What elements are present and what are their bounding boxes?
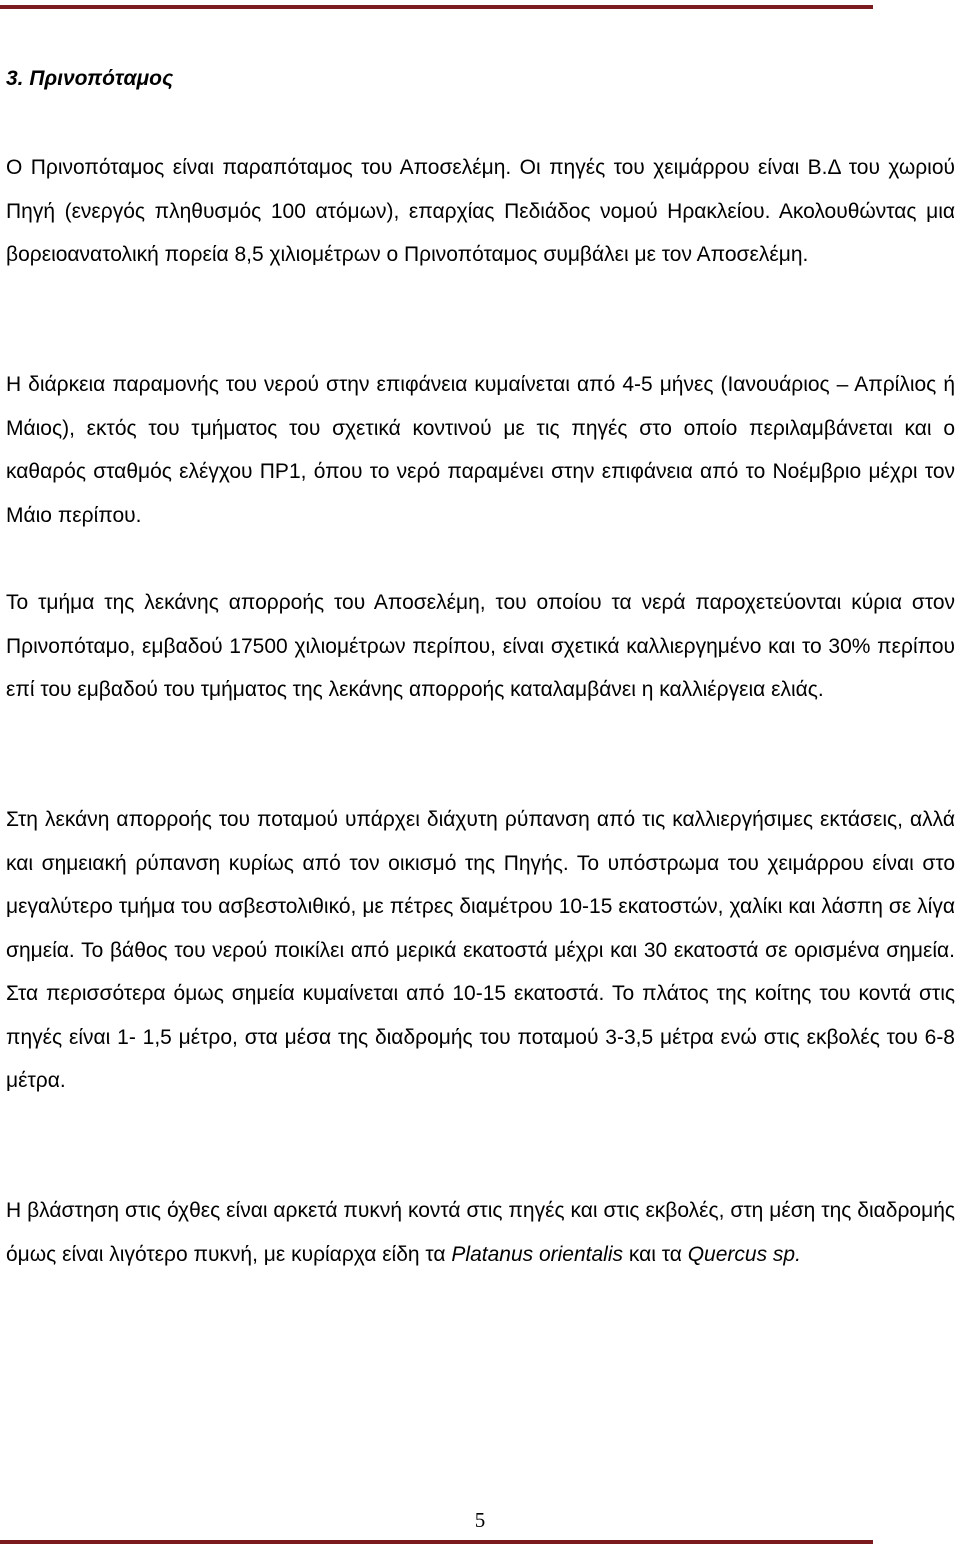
- species-quercus: Quercus sp.: [687, 1242, 801, 1266]
- section-heading: 3. Πρινοπόταμος: [6, 67, 174, 90]
- bottom-rule: [0, 1540, 873, 1544]
- paragraph-overview: Ο Πρινοπόταμος είναι παραπόταμος του Αποσελέμη. Οι πηγές του χειμάρρου είναι Β.Δ του χωριού Πηγή (ενεργός πληθυσμός 100 ατόμων), επαρχίας Πεδιάδος νομού Ηρακλείου. Ακολουθώντας μια βορειοανατολική πορεία 8,5 χιλιομέτρων ο Πρινοπόταμος συμβάλει με τον Αποσελέμη.: [6, 156, 955, 266]
- vegetation-text-start: Η βλάστηση στις όχθες είναι αρκετά πυκνή κοντά στις πηγές και στις εκβολές, στη μέση της διαδρομής όμως είναι λιγότερο πυκνή, με κυρίαρχα είδη τα: [6, 1199, 955, 1266]
- paragraph-water-duration: Η διάρκεια παραμονής του νερού στην επιφάνεια κυμαίνεται από 4-5 μήνες (Ιανουάριος – Απρίλιος ή Μάιος), εκτός του τμήματος του σχετικά κοντινού με τις πηγές στο οποίο περιλαμβάνεται και ο καθαρός σταθμός ελέγχου ΠΡ1, όπου το νερό παραμένει στην επιφάνεια από το Νοέμβριο μέχρι τον Μάιο περίπου.: [6, 373, 955, 527]
- page-number: 5: [474, 1508, 486, 1532]
- paragraph-vegetation: [6, 1189, 955, 1276]
- top-rule: [0, 5, 873, 9]
- paragraph-pollution-substrate: Στη λεκάνη απορροής του ποταμού υπάρχει διάχυτη ρύπανση από τις καλλιεργήσιμες εκτάσεις, αλλά και σημειακή ρύπανση κυρίως από τον οικισμό της Πηγής. Το υπόστρωμα του χειμάρρου είναι στο μεγαλύτερο τμήμα του ασβεστολιθικό, με πέτρες διαμέτρου 10-15 εκατοστών, χαλίκι και λάσπη σε λίγα σημεία. Το βάθος του νερού ποικίλει από μερικά εκατοστά μέχρι και 30 εκατοστά σε ορισμένα σημεία. Στα περισσότερα όμως σημεία κυμαίνεται από 10-15 εκατοστά. Το πλάτος της κοίτης του κοντά στις πηγές είναι 1- 1,5 μέτρο, στα μέσα της διαδρομής του ποταμού 3-3,5 μέτρα ενώ στις εκβολές του 6-8 μέτρα.: [6, 808, 955, 1092]
- paragraph-drainage-basin: Το τμήμα της λεκάνης απορροής του Αποσελέμη, του οποίου τα νερά παροχετεύονται κύρια στον Πρινοπόταμο, εμβαδού 17500 χιλιομέτρων περίπου, είναι σχετικά καλλιεργημένο και το 30% περίπου επί του εμβαδού του τμήματος της λεκάνης απορροής καταλαμβάνει η καλλιέργεια ελιάς.: [6, 591, 955, 701]
- vegetation-text-conjunction: και τα: [623, 1242, 688, 1266]
- species-platanus: Platanus orientalis: [451, 1242, 624, 1266]
